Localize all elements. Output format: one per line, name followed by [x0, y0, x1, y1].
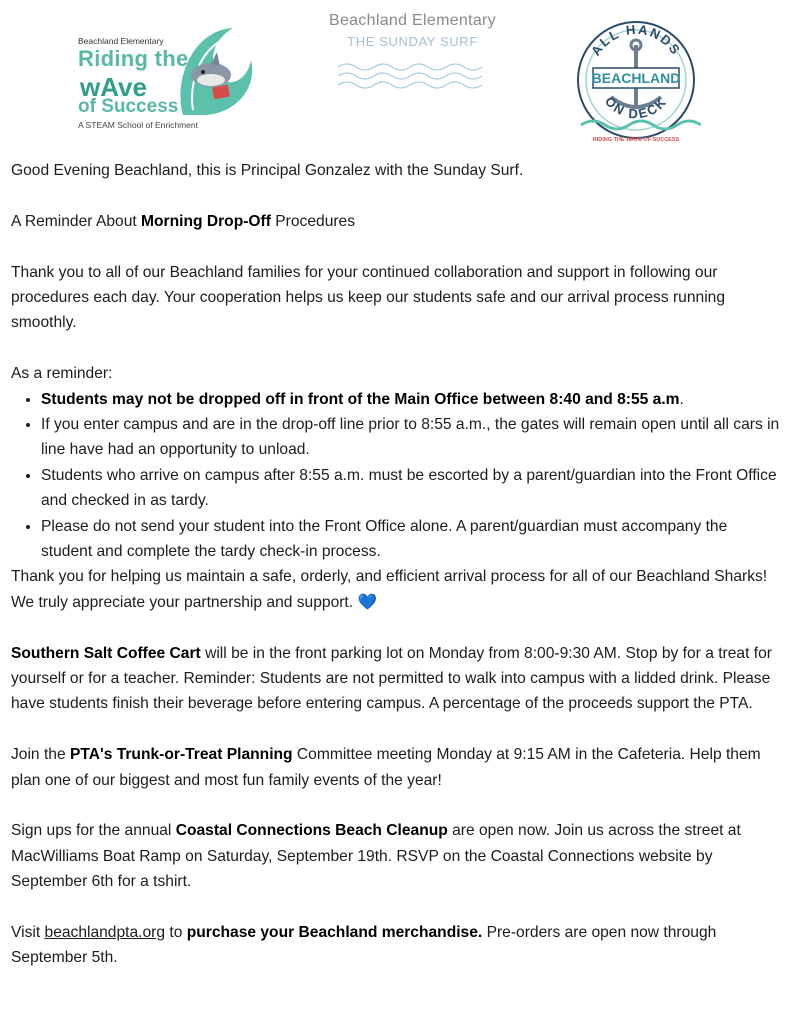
greeting: Good Evening Beachland, this is Principal Gonzalez with the Sunday Surf.	[11, 162, 524, 179]
merchandise-paragraph: Visit beachlandpta.org to purchase your Beachland merchandise. Pre-orders are open now through September 5th.	[11, 924, 717, 967]
heart-icon: 💙	[357, 593, 377, 611]
newsletter-title-block	[300, 12, 525, 94]
waves-icon	[333, 59, 493, 89]
dropoff-rules-list	[11, 387, 781, 565]
reminder-heading: A Reminder About Morning Drop-Off Procedures	[11, 212, 356, 230]
list-item: • If you enter campus and are in the drop-off line prior to 8:55 a.m., the gates will remain open until all cars in line have had an opportunity to unload.	[41, 412, 781, 463]
logo-ribbon-text: RIDING THE WAVE OF SUCCESS	[592, 137, 680, 143]
logo-tagline: A STEAM School of Enrichment	[78, 120, 198, 130]
list-item: • Please do not send your student into the Front Office alone. A parent/guardian must accompany the student and complete the tardy check-in process.	[41, 514, 781, 565]
beach-cleanup-paragraph: Sign ups for the annual Coastal Connections Beach Cleanup are open now. Join us across the street at MacWilliams Boat Ramp on Saturday, September 19th. RSVP on the Coastal Connections website by September 6th for a tshirt.	[11, 822, 741, 891]
thanks-paragraph: Thank you to all of our Beachland families for your continued collaboration and support in following our procedures each day. Your cooperation helps us keep our students safe and our arrival process running smoothly.	[11, 263, 726, 332]
shark-wave-icon	[173, 20, 255, 120]
logo-bottom-text: ON DECK	[601, 93, 671, 122]
as-reminder-label: As a reminder:	[11, 365, 113, 383]
pta-paragraph: Join the PTA's Trunk-or-Treat Planning Committee meeting Monday at 9:15 AM in the Cafeteria. Help them plan one of our biggest and most fun family events of the year!	[11, 746, 761, 789]
list-item: • Students who arrive on campus after 8:55 a.m. must be escorted by a parent/guardian into the Front Office and checked in as tardy.	[41, 463, 781, 514]
all-hands-on-deck-logo	[571, 15, 701, 145]
list-item: • Students may not be dropped off in front of the Main Office between 8:40 and 8:55 a.m.	[41, 387, 781, 412]
logo-middle-text: BEACHLAND	[591, 70, 681, 86]
logo-line1: Riding the	[78, 46, 189, 71]
logo-school-name: Beachland Elementary	[78, 36, 164, 46]
newsletter-title: Beachland Elementary	[329, 12, 496, 29]
newsletter-body	[11, 158, 781, 971]
newsletter-subtitle: THE SUNDAY SURF	[347, 34, 478, 49]
logo-line3: of Success	[78, 96, 179, 117]
riding-the-wave-logo	[78, 20, 258, 135]
logo-top-text: ALL HANDS	[587, 21, 685, 59]
closing-paragraph: Thank you for helping us maintain a safe, orderly, and efficient arrival process for all of our Beachland Sharks! We truly appreciate your partnership and support. 💙	[11, 568, 768, 611]
pta-website-link[interactable]: beachlandpta.org	[44, 924, 166, 942]
logo-line2: wAve	[80, 72, 147, 102]
coffee-cart-paragraph: Southern Salt Coffee Cart will be in the front parking lot on Monday from 8:00-9:30 AM. Stop by for a treat for yourself or for a teacher. Reminder: Students are not permitted to walk into campus with a lidded drink. Please have students finish their beverage before entering campus. A percentage of the proceeds support the PTA.	[11, 644, 772, 713]
newsletter-header	[0, 0, 791, 155]
